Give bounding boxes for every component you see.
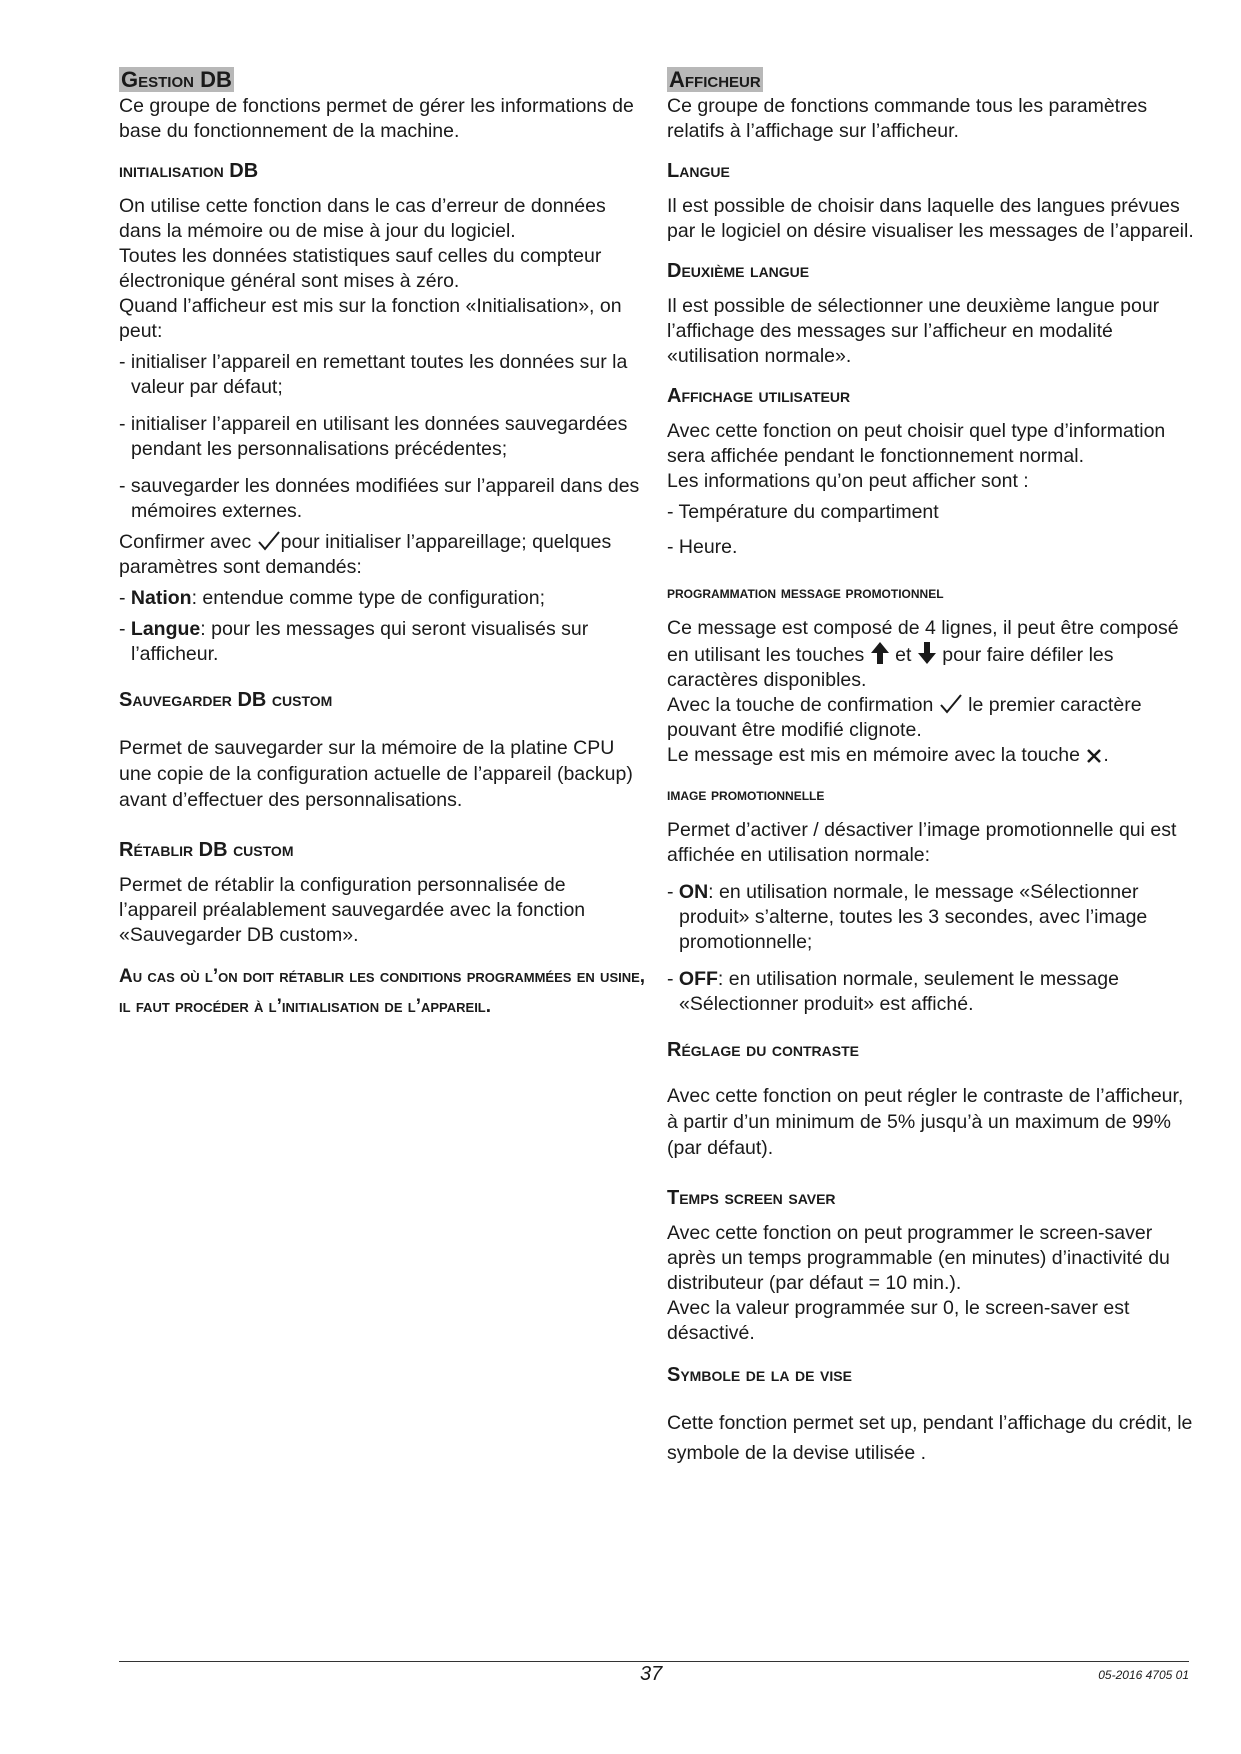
list-item: - Heure. xyxy=(667,536,738,558)
list-item: - initialiser l’appareil en utilisant les données sauvegardées pendant les personnalisations précédentes; xyxy=(119,413,628,460)
afficheur-text: Ce groupe de fonctions commande tous les paramètres relatifs à l’affichage sur l’afficheur. xyxy=(667,95,1148,142)
subtitle-sauvegarder-db-custom: Sauvegarder DB custom xyxy=(119,689,333,711)
temps-text-1: Avec cette fonction on peut programmer le screen-saver après un temps programmable (en minutes) d’inactivité du distributeur (par défaut = 10 min.). xyxy=(667,1222,1170,1294)
temps-text-2: Avec la valeur programmée sur 0, le screen-saver est désactivé. xyxy=(667,1297,1130,1344)
programmation-paragraph-1: Ce message est composé de 4 lignes, il peut être composé en utilisant les touches et pour faire défiler les caractères disponibles. xyxy=(667,617,1179,691)
programmation-paragraph-3: Le message est mis en mémoire avec la touche . xyxy=(667,744,1109,766)
list-item: - sauvegarder les données modifiées sur l’appareil dans des mémoires externes. xyxy=(119,475,640,522)
subtitle-programmation-message: programmation message promotionnel xyxy=(667,583,944,602)
checkmark-icon xyxy=(939,693,963,715)
subtitle-initialisation-db: initialisation DB xyxy=(119,160,259,182)
list-item-langue: - Langue: pour les messages qui seront visualisés sur l’afficheur. xyxy=(119,618,589,665)
list-item-off: - OFF: en utilisation normale, seulement le message «Sélectionner produit» est affiché. xyxy=(667,968,1119,1015)
deuxieme-langue-text: Il est possible de sélectionner une deuxième langue pour l’affichage des messages sur l’afficheur en modalité «utilisation normale». xyxy=(667,295,1160,367)
subtitle-affichage-utilisateur: Affichage utilisateur xyxy=(667,385,851,407)
arrow-up-icon xyxy=(870,641,890,665)
affichage-utilisateur-text-1: Avec cette fonction on peut choisir quel type d’information sera affichée pendant le fonctionnement normal. xyxy=(667,420,1166,467)
gestion-text: Ce groupe de fonctions permet de gérer les informations de base du fonctionnement de la machine. xyxy=(119,95,634,142)
sauvegarder-text: Permet de sauvegarder sur la mémoire de la platine CPU une copie de la configuration actuelle de l’appareil (backup) avant d’effectuer des personnalisations. xyxy=(119,737,633,811)
langue-text: Il est possible de choisir dans laquelle des langues prévues par le logiciel on désire visualiser les messages de l’appareil. xyxy=(667,195,1194,242)
symbole-text: Cette fonction permet set up, pendant l’affichage du crédit, le symbole de la devise utilisée . xyxy=(667,1412,1193,1464)
document-code: 05-2016 4705 01 xyxy=(1098,1668,1189,1682)
footer-divider xyxy=(119,1661,1189,1662)
list-item: - Température du compartiment xyxy=(667,501,939,523)
subtitle-image-promotionnelle: image promotionnelle xyxy=(667,785,825,804)
list-item-on: - ON: en utilisation normale, le message «Sélectionner produit» s’alterne, toutes les 3 secondes, avec l’image promotionnelle; xyxy=(667,881,1148,953)
subtitle-reglage-contraste: Réglage du contraste xyxy=(667,1039,860,1061)
init-paragraph-1: On utilise cette fonction dans le cas d’erreur de données dans la mémoire ou de mise à jour du logiciel. xyxy=(119,195,606,242)
programmation-paragraph-2: Avec la touche de confirmation le premier caractère pouvant être modifié clignote. xyxy=(667,694,1142,741)
section-title-afficheur: Afficheur xyxy=(669,67,761,92)
subtitle-langue: Langue xyxy=(667,160,730,182)
retablir-text: Permet de rétablir la configuration personnalisée de l’appareil préalablement sauvegardée avec la fonction «Sauvegarder DB custom». xyxy=(119,874,586,946)
init-paragraph-2: Toutes les données statistiques sauf celles du compteur électronique général sont mises à zéro. xyxy=(119,245,602,292)
confirm-paragraph: Confirmer avec pour initialiser l’appareillage; quelques paramètres sont demandés: xyxy=(119,531,612,578)
list-item-nation: - Nation: entendue comme type de configuration; xyxy=(119,587,545,609)
page-number: 37 xyxy=(640,1663,663,1685)
list-item: - initialiser l’appareil en remettant toutes les données sur la valeur par défaut; xyxy=(119,351,628,398)
subtitle-deuxieme-langue: Deuxième langue xyxy=(667,260,810,282)
cross-icon xyxy=(1085,747,1103,765)
right-column xyxy=(667,66,1195,1468)
contraste-text: Avec cette fonction on peut régler le contraste de l’afficheur, à partir d’un minimum de 5% jusqu’à un maximum de 99% (par défaut). xyxy=(667,1085,1184,1159)
subtitle-symbole-devise: Symbole de la de vise xyxy=(667,1364,852,1386)
subtitle-temps-screen-saver: Temps screen saver xyxy=(667,1187,836,1209)
left-column xyxy=(119,66,647,1022)
affichage-utilisateur-text-2: Les informations qu’on peut afficher sont : xyxy=(667,470,1029,492)
checkmark-icon xyxy=(257,530,281,552)
section-title-gestion-db: Gestion DB xyxy=(121,67,232,92)
reset-note: Au cas où l’on doit rétablir les conditions programmées en usine, il faut procéder à l’initialisation de l’appareil. xyxy=(119,966,646,1017)
image-promotionnelle-text: Permet d’activer / désactiver l’image promotionnelle qui est affichée en utilisation normale: xyxy=(667,819,1177,866)
arrow-down-icon xyxy=(917,641,937,665)
subtitle-retablir-db-custom: Rétablir DB custom xyxy=(119,839,294,861)
init-paragraph-3: Quand l’afficheur est mis sur la fonction «Initialisation», on peut: xyxy=(119,295,622,342)
